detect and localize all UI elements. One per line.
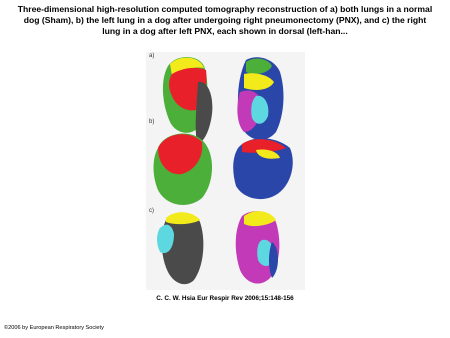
- panel-label-c: c): [149, 208, 154, 214]
- panel-label-b: b): [149, 119, 155, 125]
- panel-a-dorsal-lungs: [163, 57, 212, 144]
- panel-label-a: a): [149, 53, 155, 59]
- lung-renderings: [146, 52, 305, 290]
- panel-a-ventral-lungs: [237, 57, 283, 140]
- panel-b-dorsal-lung: [154, 133, 213, 205]
- panel-c-ventral-lung: [236, 211, 280, 283]
- ct-reconstruction-figure: [146, 52, 305, 290]
- citation: C. C. W. Hsia Eur Respir Rev 2006;15:148-156: [156, 295, 294, 302]
- panel-b-ventral-lung: [233, 138, 293, 199]
- copyright-notice: ©2006 by European Respiratory Society: [4, 325, 104, 331]
- slide-title: Three-dimensional high-resolution computed tomography reconstruction of a) both lungs in a normal dog (Sham), b) the left lung in a dog after undergoing right pneumonectomy (PNX), and c) the right lung in a dog after left PNX, each shown in dorsal (left-han...: [17, 4, 433, 36]
- panel-c-dorsal-lung: [157, 212, 203, 284]
